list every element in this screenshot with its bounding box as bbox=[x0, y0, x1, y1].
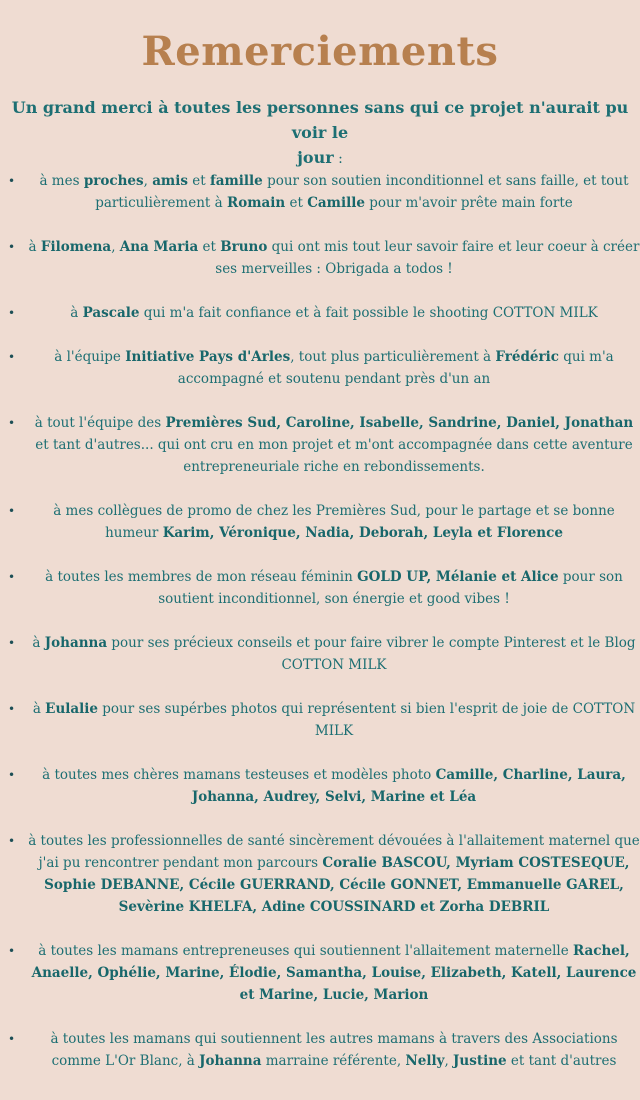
intro-colon: : bbox=[333, 151, 343, 167]
highlighted-name: famille bbox=[209, 173, 263, 189]
highlighted-name: Eulalie bbox=[45, 701, 98, 717]
item-text-segment: qui m'a fait confiance et à fait possible le shooting COTTON MILK bbox=[139, 305, 598, 321]
intro-line-2: jour bbox=[297, 148, 334, 167]
item-text-segment: à toutes les professionnelles de santé sincèrement dévouées à l'allaitement maternel que j'ai pu rencontrer pendant mon parcours bbox=[28, 833, 640, 871]
intro-line-1: Un grand merci à toutes les personnes sans qui ce projet n'aurait pu voir le bbox=[11, 98, 629, 142]
thanks-item bbox=[0, 236, 640, 280]
item-text-segment: et tant d'autres bbox=[506, 1053, 617, 1069]
highlighted-name: Bruno bbox=[220, 239, 268, 255]
thanks-item-text bbox=[0, 346, 640, 390]
item-text-segment: et tant d'autres... qui ont cru en mon projet et m'ont accompagnée dans cette aventure entrepreneuriale riche en rebondissements. bbox=[35, 437, 633, 475]
intro-text bbox=[0, 95, 640, 172]
bullet-icon: • bbox=[8, 504, 16, 518]
thanks-item bbox=[0, 940, 640, 1006]
highlighted-name: Rachel, Anaelle, Ophélie, Marine, Élodie, Samantha, Louise, Elizabeth, Katell, Laurence et Marine, Lucie, Marion bbox=[31, 943, 637, 1003]
thanks-item-text bbox=[0, 632, 640, 676]
bullet-icon: • bbox=[8, 636, 16, 650]
item-text-segment: et bbox=[187, 173, 210, 189]
thanks-item bbox=[0, 302, 640, 324]
item-text-segment: pour son soutient inconditionnel, son énergie et good vibes ! bbox=[158, 569, 623, 607]
highlighted-name: Pascale bbox=[82, 305, 140, 321]
thanks-item-text bbox=[0, 302, 640, 324]
highlighted-name: Frédéric bbox=[495, 349, 559, 365]
bullet-icon: • bbox=[8, 768, 16, 782]
thanks-item-text bbox=[0, 236, 640, 280]
highlighted-name: Coralie BASCOU, Myriam COSTESEQUE, Sophie DEBANNE, Cécile GUERRAND, Cécile GONNET, Emmanuelle GAREL, Sevèrine KHELFA, Adine COUSSINARD et Zorha DEBRIL bbox=[44, 855, 630, 915]
bullet-icon: • bbox=[8, 350, 16, 364]
highlighted-name: GOLD UP, Mélanie et Alice bbox=[357, 569, 559, 585]
item-text-segment: pour ses précieux conseils et pour faire vibrer le compte Pinterest et le Blog COTTON MILK bbox=[107, 635, 636, 673]
thanks-item-text bbox=[0, 764, 640, 808]
highlighted-name: Justine bbox=[453, 1053, 507, 1069]
bullet-icon: • bbox=[8, 416, 16, 430]
item-text-segment: qui ont mis tout leur savoir faire et leur coeur à créer ses merveilles : Obrigada a todos ! bbox=[215, 239, 640, 277]
page-title: Remerciements bbox=[141, 28, 499, 75]
thanks-item bbox=[0, 412, 640, 478]
thanks-item bbox=[0, 1028, 640, 1072]
bullet-icon: • bbox=[8, 174, 16, 188]
thanks-item-text bbox=[0, 940, 640, 1006]
item-text-segment: à l'équipe bbox=[54, 349, 126, 365]
bullet-icon: • bbox=[8, 1032, 16, 1046]
item-text-segment: à mes bbox=[39, 173, 84, 189]
item-text-segment: à mes collègues de promo de chez les Premières Sud, pour le partage et se bonne humeur bbox=[53, 503, 615, 541]
thanks-item-text bbox=[0, 566, 640, 610]
highlighted-name: Nelly bbox=[405, 1053, 445, 1069]
thanks-item-text bbox=[0, 500, 640, 544]
thanks-item bbox=[0, 830, 640, 918]
item-text-segment: pour m'avoir prête main forte bbox=[364, 195, 573, 211]
bullet-icon: • bbox=[8, 240, 16, 254]
highlighted-name: amis bbox=[152, 173, 188, 189]
item-text-segment: et bbox=[285, 195, 308, 211]
item-text-segment: , bbox=[444, 1053, 454, 1069]
item-text-segment: à toutes les mamans qui soutiennent les autres mamans à travers des Associations comme L'Or Blanc, à bbox=[50, 1031, 618, 1069]
highlighted-name: Johanna bbox=[199, 1053, 262, 1069]
bullet-icon: • bbox=[8, 944, 16, 958]
thanks-item-text bbox=[0, 1028, 640, 1072]
thanks-item bbox=[0, 346, 640, 390]
item-text-segment: marraine référente, bbox=[261, 1053, 406, 1069]
bullet-icon: • bbox=[8, 570, 16, 584]
thanks-item-text bbox=[0, 170, 640, 214]
item-text-segment: et bbox=[198, 239, 221, 255]
item-text-segment: à toutes les mamans entrepreneuses qui soutiennent l'allaitement maternelle bbox=[38, 943, 573, 959]
highlighted-name: Ana Maria bbox=[119, 239, 199, 255]
thanks-item bbox=[0, 170, 640, 214]
thanks-item-text bbox=[0, 698, 640, 742]
item-text-segment: pour son soutien inconditionnel et sans faille, et tout particulièrement à bbox=[95, 173, 629, 211]
item-text-segment: , bbox=[143, 173, 153, 189]
highlighted-name: Initiative Pays d'Arles bbox=[125, 349, 291, 365]
thanks-item bbox=[0, 500, 640, 544]
highlighted-name: Johanna bbox=[44, 635, 108, 651]
item-text-segment: , bbox=[111, 239, 120, 255]
bullet-icon: • bbox=[8, 834, 16, 848]
bullet-icon: • bbox=[8, 306, 16, 320]
item-text-segment: à bbox=[28, 239, 41, 255]
item-text-segment: à toutes les membres de mon réseau féminin bbox=[45, 569, 358, 585]
item-text-segment: à bbox=[70, 305, 83, 321]
thanks-item-text bbox=[0, 412, 640, 478]
item-text-segment: à bbox=[32, 635, 45, 651]
highlighted-name: proches bbox=[83, 173, 144, 189]
highlighted-name: Camille, Charline, Laura, Johanna, Audrey, Selvi, Marine et Léa bbox=[191, 767, 626, 805]
highlighted-name: Romain bbox=[226, 195, 286, 211]
thanks-item bbox=[0, 764, 640, 808]
item-text-segment: , tout plus particulièrement à bbox=[290, 349, 496, 365]
item-text-segment: pour ses supérbes photos qui représentent si bien l'esprit de joie de COTTON MILK bbox=[97, 701, 636, 739]
highlighted-name: Premières Sud, Caroline, Isabelle, Sandrine, Daniel, Jonathan bbox=[165, 415, 634, 431]
thanks-item bbox=[0, 698, 640, 742]
thanks-item bbox=[0, 566, 640, 610]
item-text-segment: à tout l'équipe des bbox=[34, 415, 166, 431]
item-text-segment: à bbox=[32, 701, 46, 717]
thanks-item bbox=[0, 632, 640, 676]
highlighted-name: Camille bbox=[307, 195, 365, 211]
highlighted-name: Karim, Véronique, Nadia, Deborah, Leyla et Florence bbox=[162, 525, 563, 541]
thanks-item-text bbox=[0, 830, 640, 918]
item-text-segment: à toutes mes chères mamans testeuses et modèles photo bbox=[42, 767, 436, 783]
item-text-segment: qui m'a accompagné et soutenu pendant près d'un an bbox=[177, 349, 614, 387]
bullet-icon: • bbox=[8, 702, 16, 716]
highlighted-name: Filomena bbox=[40, 239, 112, 255]
